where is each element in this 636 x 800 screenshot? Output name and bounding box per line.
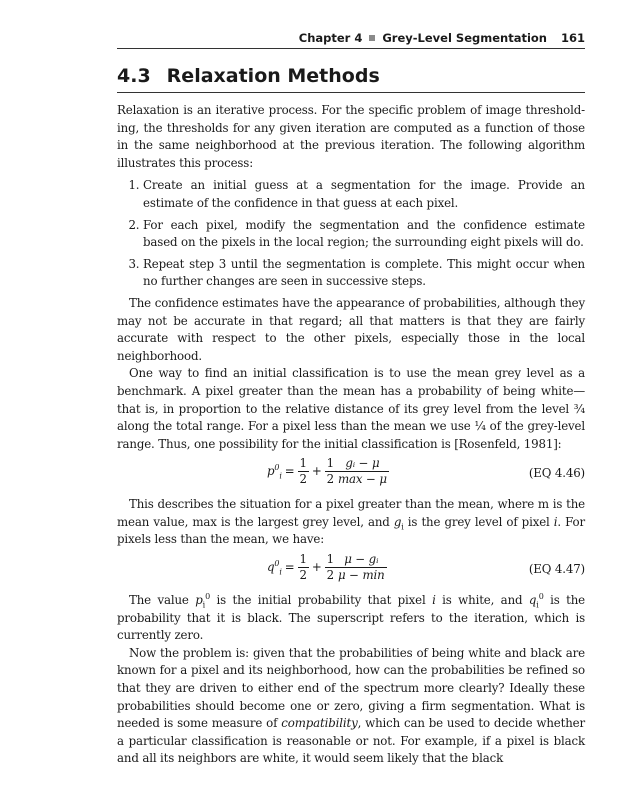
equation-4-47 (117, 552, 585, 588)
fraction-coefficient: $\frac{1}{2}$ (326, 552, 334, 583)
section-number: 4.3 (117, 65, 151, 87)
equation-body: $q^0_i$ = $\frac{1}{2}$ + $\frac{1}{2}$ $\frac{\text{μ − gᵢ}}{\mu - \min}$ (267, 552, 385, 583)
paragraph-initial-classification: One way to find an initial classification is to use the mean grey level as a benchmark. A pixel greater than the mean has a probability of being white—that is, in proportion to the relative distance of its grey level from the level ¾ along the total range. For a pixel less than the mean we use ¼ of the grey-level range. Thus, one possibility for the initial classification is [Rosenfeld, 1981]: (117, 366, 585, 451)
equation-label: (EQ 4.47) (528, 562, 585, 577)
equation-4-46 (117, 456, 585, 492)
equation-body: $p^0_i$ = $\frac{1}{2}$ + $\frac{1}{2}$ $\frac{\text{gᵢ − μ}}{\max - \mu}$ (267, 456, 387, 487)
section-heading (117, 65, 585, 93)
header-rule (117, 48, 585, 49)
fraction-main: $\frac{\text{gᵢ − μ}}{\max - \mu}$ (338, 456, 387, 487)
fraction-coefficient: $\frac{1}{2}$ (326, 456, 334, 487)
running-header (117, 28, 585, 48)
paragraph-eq-description: This describes the situation for a pixel greater than the mean, where m is the mean value, max is the largest grey level, and $g_i$ is the grey level of pixel i. For pixels less than the mean, we have: (117, 497, 585, 547)
algorithm-steps (117, 177, 585, 291)
algorithm-step: 2. For each pixel, modify the segmentation and the confidence estimate based on the pixels in the local region; the surrounding eight pixels will do. (143, 217, 585, 252)
paragraph-initial-probability: The value $p_i^0$ is the initial probability that pixel i is white, and $q_i^0$ is the probability that it is black. The superscript refers to the iteration, which is currently zero. (117, 592, 585, 643)
paragraph-compatibility: Now the problem is: given that the probabilities of being white and black are known for a pixel and its neighborhood, how can the probabilities be refined so that they are driven to either end of the spectrum more clearly? Ideally these probabilities should become one or zero, giving a firm segmentation. What is needed is some measure of compatibility, which can be used to decide whether a particular classification is reasonable or not. For example, if a pixel is black and all its neighbors are white, it would seem likely that the black (117, 645, 585, 766)
section-rule (117, 92, 585, 93)
fraction-one-half: $\frac{1}{2}$ (299, 456, 307, 487)
algorithm-step: 3. Repeat step 3 until the segmentation is complete. This might occur when no further changes are seen in successive steps. (143, 256, 585, 291)
section-title: Relaxation Methods (166, 65, 380, 87)
square-bullet-icon (369, 35, 375, 41)
algorithm-step: 1. Create an initial guess at a segmentation for the image. Provide an estimate of the confidence in that guess at each pixel. (143, 177, 585, 212)
chapter-title: Grey-Level Segmentation (382, 31, 547, 45)
paragraph-intro: Relaxation is an iterative process. For the specific problem of image threshold-ing, the thresholds for any given iteration are computed as a function of those in the same neighborhood at the previous iteration. The following algorithm illustrates this process: (117, 103, 585, 170)
page-number: 161 (560, 31, 585, 45)
body-text (117, 102, 585, 768)
equation-label: (EQ 4.46) (528, 466, 585, 481)
fraction-main: $\frac{\text{μ − gᵢ}}{\mu - \min}$ (338, 552, 385, 583)
fraction-one-half: $\frac{1}{2}$ (299, 552, 307, 583)
paragraph-confidence: The confidence estimates have the appearance of probabilities, although they may not be accurate in that regard; all that matters is that they are fairly accurate with respect to the other pixels, especially those in the local neighborhood. (117, 295, 585, 363)
chapter-label: Chapter 4 (298, 31, 363, 45)
